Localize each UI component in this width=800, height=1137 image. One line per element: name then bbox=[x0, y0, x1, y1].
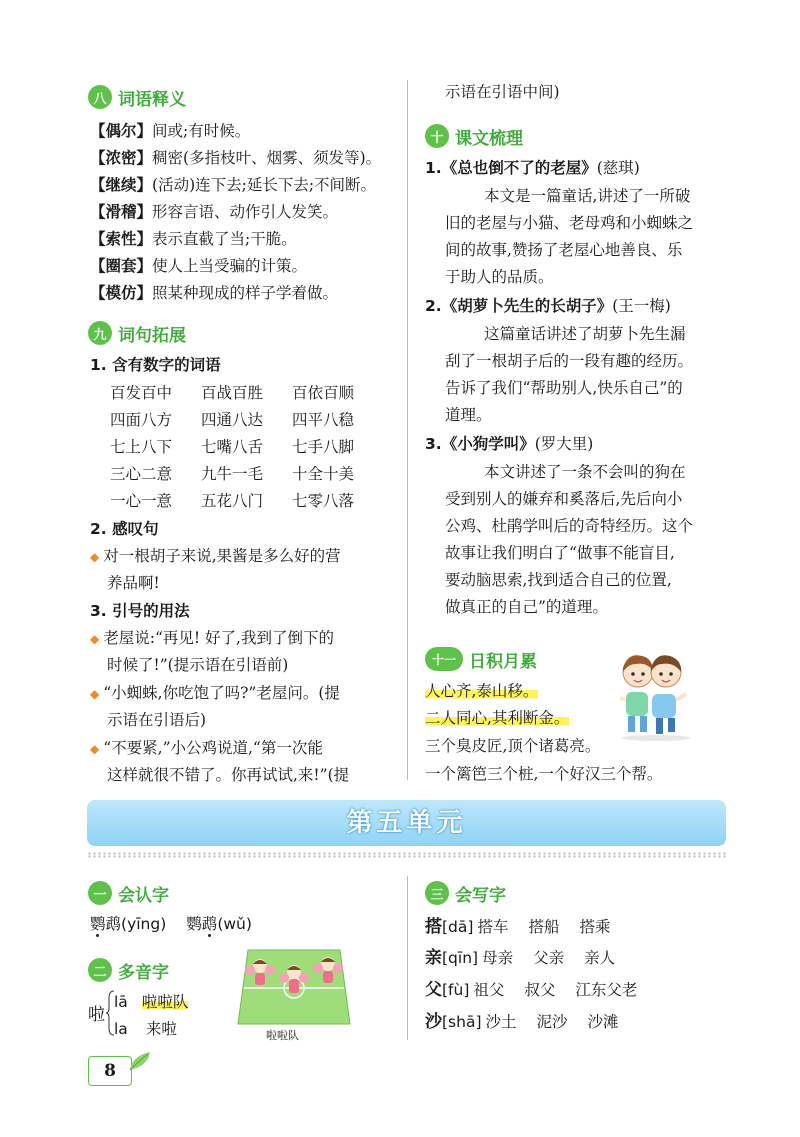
definition: 表示直截了当;干脆。 bbox=[152, 230, 297, 248]
target-char: 鹦 bbox=[90, 915, 106, 933]
section-title: 词语释义 bbox=[118, 89, 186, 110]
summary-line: 于助人的品质。 bbox=[445, 268, 554, 286]
illustration-caption: 啦啦队 bbox=[266, 1029, 299, 1042]
word: 百战百胜 bbox=[201, 384, 264, 402]
example-text: 养品啊! bbox=[107, 574, 160, 592]
subheading: 2. 感叹句 bbox=[90, 520, 159, 538]
word: 四面八方 bbox=[110, 411, 173, 429]
unit-title: 第五单元 bbox=[346, 808, 467, 838]
write-char: 搭 bbox=[425, 917, 442, 937]
word: 父亲 bbox=[533, 949, 565, 967]
summary-line: 要动脑思索,找到适合自己的位置, bbox=[445, 571, 672, 589]
example-line bbox=[90, 628, 334, 649]
section-title: 词句拓展 bbox=[118, 325, 186, 346]
word: 叔父 bbox=[524, 981, 556, 999]
example-text: 老屋说:“再见! 好了,我到了倒下的 bbox=[103, 629, 334, 647]
definition: 照某种现成的样子学着做。 bbox=[152, 284, 339, 302]
subheading: 1. 含有数字的词语 bbox=[90, 356, 221, 374]
column-divider bbox=[407, 80, 408, 780]
example-text: “不要紧,”小公鸡说道,“第一次能 bbox=[103, 739, 323, 757]
definition: 间或;有时候。 bbox=[152, 122, 251, 140]
word-row bbox=[110, 383, 383, 403]
word: 一心一意 bbox=[110, 492, 173, 510]
example-line bbox=[90, 546, 341, 567]
text-title bbox=[425, 434, 593, 454]
author: (罗大里) bbox=[534, 435, 594, 453]
section-10-header bbox=[425, 123, 523, 149]
term: 【模仿】 bbox=[90, 284, 153, 302]
definition: 形容言语、动作引人发笑。 bbox=[152, 203, 339, 221]
highlighted-saying: 二人同心,其利断金。 bbox=[425, 709, 570, 727]
summary-line: 旧的老屋与小猫、老母鸡和小蜘蛛之 bbox=[445, 214, 694, 232]
example-line bbox=[90, 683, 340, 704]
section-title: 会写字 bbox=[455, 885, 506, 906]
word: 祖父 bbox=[473, 981, 505, 999]
section-title: 日积月累 bbox=[469, 651, 537, 672]
summary-line: 公鸡、杜鹃学叫后的奇特经历。这个 bbox=[445, 517, 694, 535]
term: 【浓密】 bbox=[90, 149, 153, 167]
word: 九牛一毛 bbox=[201, 465, 264, 483]
word: 五花八门 bbox=[201, 492, 264, 510]
word: 来啦 bbox=[145, 1020, 177, 1038]
char: 鹦 bbox=[186, 915, 202, 933]
pinyin: la bbox=[114, 1020, 128, 1038]
summary-line: 告诉了我们“帮助别人,快乐自己”的 bbox=[445, 379, 683, 397]
section-11-header bbox=[425, 646, 537, 672]
leaf-icon bbox=[128, 1050, 154, 1072]
write-row bbox=[425, 980, 637, 1000]
term: 【圈套】 bbox=[90, 257, 153, 275]
author: (慈琪) bbox=[596, 159, 640, 177]
word: 七嘴八舌 bbox=[201, 438, 264, 456]
word: 四平八稳 bbox=[292, 411, 355, 429]
recognize-words bbox=[90, 914, 252, 934]
write-row bbox=[425, 917, 610, 937]
pinyin: [qīn] bbox=[442, 949, 479, 967]
section-8-header bbox=[88, 84, 186, 110]
saying-line bbox=[425, 681, 538, 701]
unit-banner bbox=[87, 800, 726, 846]
summary-line: 故事让我们明白了“做事不能盲目, bbox=[445, 544, 675, 562]
item-number: 2. bbox=[425, 297, 442, 315]
word: 百依百顺 bbox=[292, 384, 355, 402]
definition: (活动)连下去;延长下去;不间断。 bbox=[152, 176, 377, 194]
word-row bbox=[110, 437, 383, 457]
book-title: 《总也倒不了的老屋》 bbox=[441, 159, 597, 177]
example-text: 对一根胡子来说,果酱是多么好的营 bbox=[103, 547, 341, 565]
subheading: 3. 引号的用法 bbox=[90, 602, 190, 620]
example-text: 示语在引语后) bbox=[107, 711, 207, 729]
word: 四通八达 bbox=[201, 411, 264, 429]
word: 沙土 bbox=[485, 1013, 517, 1031]
highlighted-word: 啦啦队 bbox=[141, 993, 189, 1011]
polyphone-char: 啦 bbox=[88, 1005, 105, 1025]
column-divider bbox=[407, 876, 408, 1040]
example-line bbox=[90, 738, 323, 759]
word: 七零八落 bbox=[292, 492, 355, 510]
summary-line: 刮了一根胡子后的一段有趣的经历。 bbox=[445, 352, 694, 370]
example-text: “小蜘蛛,你吃饱了吗?”老屋问。(提 bbox=[103, 684, 340, 702]
section-number-badge: 八 bbox=[88, 85, 112, 109]
reading-2 bbox=[114, 1019, 177, 1039]
section-number-badge: 三 bbox=[425, 881, 449, 905]
saying-line: 一个篱笆三个桩,一个好汉三个帮。 bbox=[425, 765, 663, 783]
section-number-badge: 十 bbox=[425, 124, 449, 148]
section-recognize-header bbox=[88, 880, 169, 906]
write-row bbox=[425, 948, 615, 968]
section-number-badge: 二 bbox=[88, 958, 112, 982]
term: 【继续】 bbox=[90, 176, 153, 194]
word-row bbox=[110, 410, 383, 430]
page-number: 8 bbox=[88, 1056, 132, 1086]
write-char: 父 bbox=[425, 980, 442, 1000]
word-row bbox=[110, 491, 383, 511]
continued-text: 示语在引语中间) bbox=[445, 83, 560, 101]
word: 江东父老 bbox=[575, 981, 638, 999]
word: 沙滩 bbox=[587, 1013, 619, 1031]
word: 七上八下 bbox=[110, 438, 173, 456]
pinyin: [fù] bbox=[442, 981, 470, 999]
summary-line: 间的故事,赞扬了老屋心地善良、乐 bbox=[445, 241, 683, 259]
section-polyphone-header bbox=[88, 957, 169, 983]
term: 【偶尔】 bbox=[90, 122, 153, 140]
summary-line: 本文讲述了一条不会叫的狗在 bbox=[484, 463, 686, 481]
pinyin: (wǔ) bbox=[217, 915, 252, 933]
word: 百发百中 bbox=[110, 384, 173, 402]
diamond-bullet-icon: ◆ bbox=[90, 550, 100, 564]
char: 鹉 bbox=[105, 915, 122, 933]
section-number-badge: 九 bbox=[88, 321, 112, 345]
word: 泥沙 bbox=[536, 1013, 568, 1031]
author: (王一梅) bbox=[612, 297, 671, 315]
book-title: 《胡萝卜先生的长胡子》 bbox=[441, 297, 613, 315]
section-number-badge: 十一 bbox=[425, 647, 463, 671]
word: 亲人 bbox=[584, 949, 616, 967]
write-char: 亲 bbox=[425, 948, 442, 968]
section-title: 多音字 bbox=[118, 962, 169, 983]
cheerleaders-illustration bbox=[234, 944, 354, 1026]
word-row bbox=[110, 464, 383, 484]
summary-line: 道理。 bbox=[445, 406, 492, 424]
word: 搭船 bbox=[528, 918, 560, 936]
summary-line: 受到别人的嫌弃和奚落后,先后向小 bbox=[445, 490, 683, 508]
pinyin: [shā] bbox=[442, 1013, 482, 1031]
definition: 稠密(多指枝叶、烟雾、须发等)。 bbox=[152, 149, 382, 167]
summary-line: 这篇童话讲述了胡萝卜先生漏 bbox=[484, 325, 686, 343]
section-number-badge: 一 bbox=[88, 881, 112, 905]
item-number: 1. bbox=[425, 159, 442, 177]
example-text: 这样就很不错了。你再试试,来!”(提 bbox=[107, 766, 350, 784]
book-title: 《小狗学叫》 bbox=[441, 435, 535, 453]
reading-1 bbox=[114, 992, 188, 1012]
pinyin: [dā] bbox=[442, 918, 474, 936]
write-char: 沙 bbox=[425, 1012, 442, 1032]
summary-line: 本文是一篇童话,讲述了一所破 bbox=[484, 187, 691, 205]
definition: 使人上当受骗的计策。 bbox=[152, 257, 308, 275]
saying-line: 三个臭皮匠,顶个诸葛亮。 bbox=[425, 737, 601, 755]
term: 【滑稽】 bbox=[90, 203, 153, 221]
pinyin: (yīng) bbox=[121, 915, 167, 933]
word: 母亲 bbox=[482, 949, 514, 967]
text-title bbox=[425, 158, 640, 178]
diamond-bullet-icon: ◆ bbox=[90, 687, 100, 701]
section-title: 课文梳理 bbox=[455, 128, 523, 149]
section-write-header bbox=[425, 880, 506, 906]
word: 三心二意 bbox=[110, 465, 173, 483]
dotted-divider bbox=[87, 852, 726, 858]
summary-line: 做真正的自己”的道理。 bbox=[445, 598, 608, 616]
section-title: 会认字 bbox=[118, 885, 169, 906]
pinyin: lā bbox=[114, 993, 128, 1011]
word: 搭乘 bbox=[579, 918, 611, 936]
term: 【索性】 bbox=[90, 230, 153, 248]
highlighted-saying: 人心齐,泰山移。 bbox=[425, 682, 539, 700]
write-row bbox=[425, 1012, 619, 1032]
word: 搭车 bbox=[477, 918, 509, 936]
target-char: 鹉 bbox=[201, 915, 218, 933]
word: 十全十美 bbox=[292, 465, 355, 483]
item-number: 3. bbox=[425, 435, 442, 453]
children-illustration bbox=[612, 642, 700, 742]
saying-line bbox=[425, 708, 569, 728]
example-text: 时候了!”(提示语在引语前) bbox=[107, 656, 289, 674]
diamond-bullet-icon: ◆ bbox=[90, 632, 100, 646]
section-9-header bbox=[88, 320, 186, 346]
diamond-bullet-icon: ◆ bbox=[90, 742, 100, 756]
text-title bbox=[425, 296, 671, 316]
word: 七手八脚 bbox=[292, 438, 355, 456]
